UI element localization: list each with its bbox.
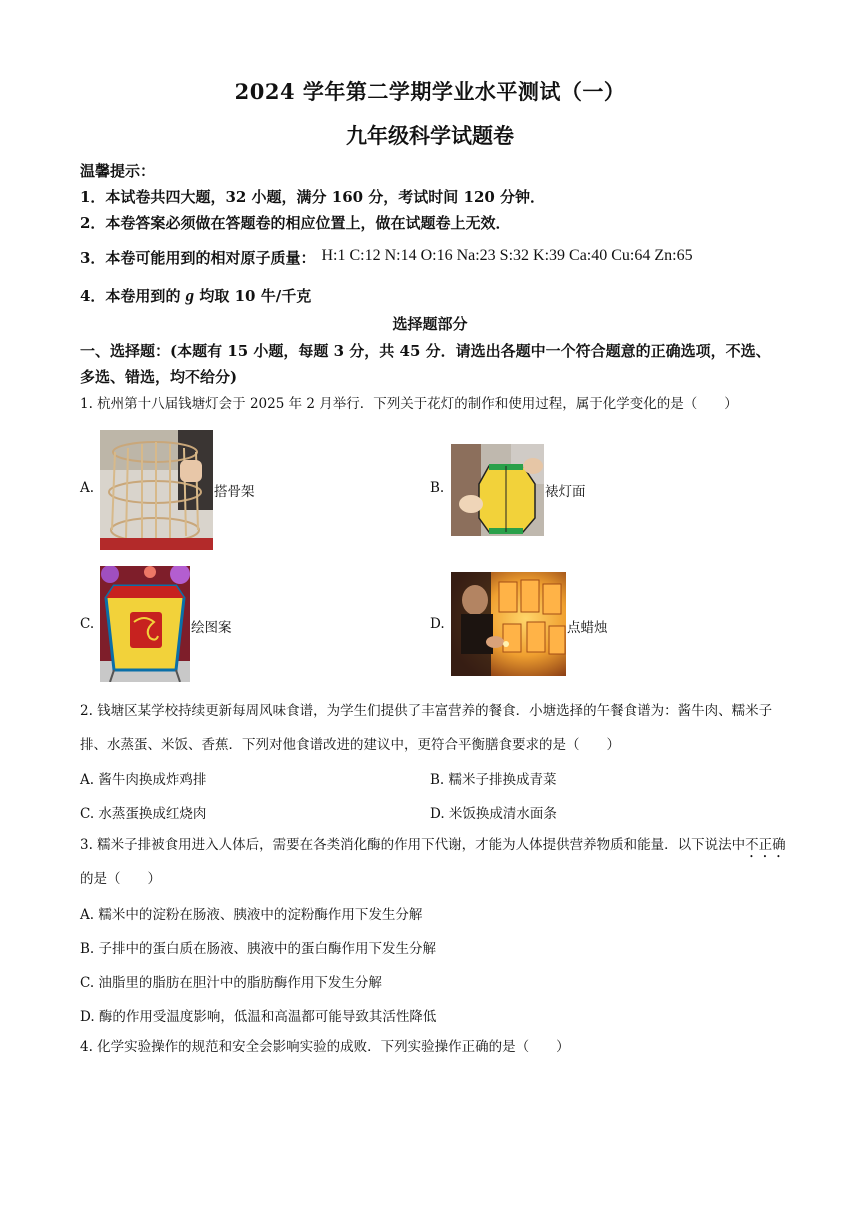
question-3-stem: [80, 828, 790, 896]
q2-option-d: D. 米饭换成清水面条: [430, 806, 557, 822]
q3-option-a: A. 糯米中的淀粉在肠液、胰液中的淀粉酶作用下发生分解: [80, 907, 423, 923]
atomic-masses: H:1 C:12 N:14 O:16 Na:23 S:32 K:39 Ca:40 Cu:64 Zn:65: [321, 247, 693, 264]
q3-stem-post: 的是（ ）: [80, 871, 161, 887]
bamboo-frame-photo: [100, 430, 213, 550]
section-title: 选择题部分: [392, 315, 468, 333]
q1-option-c-text: 绘图案: [191, 620, 232, 636]
q2-option-b: B. 糯米子排换成青菜: [430, 772, 557, 788]
notice-item-4-post: 均取 10 牛/千克: [194, 287, 312, 305]
notice-item-3-label: 3．本卷可能用到的相对原子质量：: [80, 249, 316, 267]
exam-subtitle: 九年级科学试题卷: [346, 123, 514, 148]
q2-option-c: C. 水蒸蛋换成红烧肉: [80, 806, 207, 822]
q2-option-a: A. 酱牛肉换成炸鸡排: [80, 772, 207, 788]
q3-stem-emphasis: 不正确: [745, 837, 786, 853]
question-1-stem: 1. 杭州第十八届钱塘灯会于 2025 年 2 月举行．下列关于花灯的制作和使用过程，属于化学变化的是（ ）: [80, 396, 738, 412]
q1-option-a-letter: A.: [80, 480, 95, 496]
notice-item-4-pre: 4．本卷用到的: [80, 287, 186, 305]
painted-lantern-photo: [100, 566, 190, 682]
q3-stem-pre: 3. 糯米子排被食用进入人体后，需要在各类消化酶的作用下代谢，才能为人体提供营养物质和能量．以下说法中: [80, 837, 746, 853]
q3-option-d: D. 酶的作用受温度影响，低温和高温都可能导致其活性降低: [80, 1009, 437, 1025]
q1-option-a-text: 搭骨架: [214, 484, 255, 500]
q1-option-d-text: 点蜡烛: [567, 620, 608, 636]
q1-option-b-text: 裱灯面: [545, 484, 586, 500]
question-4-stem: 4. 化学实验操作的规范和安全会影响实验的成败．下列实验操作正确的是（ ）: [80, 1039, 570, 1055]
q3-option-b: B. 子排中的蛋白质在肠液、胰液中的蛋白酶作用下发生分解: [80, 941, 437, 957]
gravity-symbol: g: [185, 286, 195, 305]
lantern-pasting-photo: [451, 444, 544, 536]
exam-title: 2024 学年第二学期学业水平测试（一）: [234, 79, 626, 104]
lighting-candles-photo: [451, 572, 566, 676]
q3-option-c: C. 油脂里的脂肪在胆汁中的脂肪酶作用下发生分解: [80, 975, 382, 991]
q1-option-d-letter: D.: [430, 616, 445, 632]
notice-item-2: 2．本卷答案必须做在答题卷的相应位置上，做在试题卷上无效．: [80, 214, 511, 232]
q1-option-c-letter: C.: [80, 616, 95, 632]
section-heading: 一、选择题：(本题有 15 小题，每题 3 分，共 45 分．请选出各题中一个符合题意的正确选项，不选、多选、错选，均不给分): [80, 342, 771, 386]
notice-heading: 温馨提示：: [80, 162, 156, 180]
notice-item-4: [80, 285, 311, 306]
notice-item-3: [80, 247, 693, 268]
q1-option-b-letter: B.: [430, 480, 445, 496]
notice-item-1: 1．本试卷共四大题，32 小题，满分 160 分，考试时间 120 分钟．: [80, 188, 546, 206]
question-2-stem: 2. 钱塘区某学校持续更新每周风味食谱，为学生们提供了丰富营养的餐食．小塘选择的午餐食谱为：酱牛肉、糯米子排、水蒸蛋、米饭、香蕉．下列对他食谱改进的建议中，更符合平衡膳食要求的是（ ）: [80, 703, 773, 753]
